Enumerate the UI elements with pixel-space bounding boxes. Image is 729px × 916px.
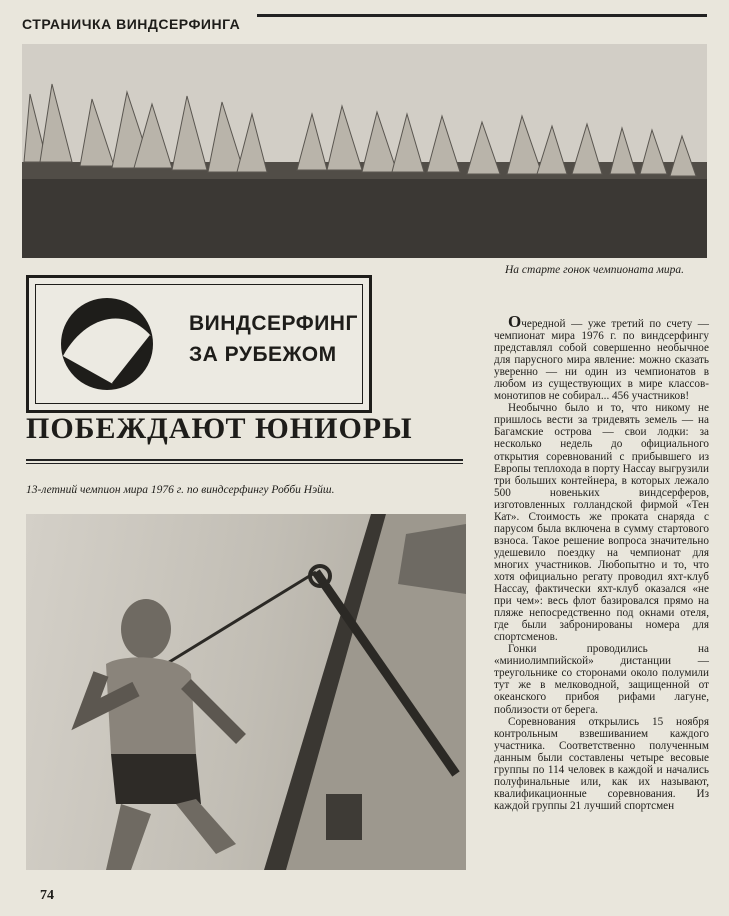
article-paragraph-2: Необычно было и то, что никому не пришлось вести за тридевять земель — на Багамские острова — свои лодки: за несколько недель до официального открытия соревнований с прибывшего из Европы теплохода в порту Нассау выгрузили три больших контейнера, в которых лежало 500 новеньких виндсерферов, изготовленных голландской фирмой «Тен Кат». Стоимость же проката снаряда с парусом была включена в сумму стартового взноса. Такое решение вопроса значительно удешевило поездку на чемпионат для многих участников. Любопытно и то, что хотя официально регату проводил яхт-клуб Нассау, фактически яхт-клуб оказался «не при чем»: весь флот базировался прямо на пляже непосредственно под окнами отеля, где были забронированы номера для спортсменов.: [494, 402, 709, 644]
top-photo-caption: На старте гонок чемпионата мира.: [505, 264, 684, 276]
article-paragraph-1: Очередной — уже третий по счету — чемпионат мира 1976 г. по виндсерфингу представлял собой совершенно необычное для парусного мира явление: можно сказать уверенно — ни один из чемпионатов в любом из существующих в мире классов-монотипов не собирал... 456 участников!: [494, 312, 709, 403]
page-number: 74: [40, 888, 54, 903]
header-rule: [257, 14, 707, 17]
article-paragraph-4: Соревнования открылись 15 ноября контрольным взвешиванием каждого участника. Соответственно полученным данным были составлены четыре весовые группы по 114 человек в каждой и начались полуфинальные или, как их называют, квалификационные соревнования. Из каждой группы 21 лучший спортсмен: [494, 715, 709, 812]
logo-line-2: ЗА РУБЕЖОМ: [189, 343, 337, 366]
article-headline: ПОБЕЖДАЮТ ЮНИОРЫ: [26, 412, 413, 445]
section-title: СТРАНИЧКА ВИНДСЕРФИНГА: [22, 16, 241, 32]
logo-line-1: ВИНДСЕРФИНГ: [189, 312, 358, 335]
article-paragraph-3: Гонки проводились на «миниолимпийской» дистанции — треугольнике со сторонами около полумили тут же в мелководной, защищенной от океанского прибоя рифами лагуне, поблизости от берега.: [494, 643, 709, 716]
regatta-start-photo: [22, 44, 707, 258]
headline-rule: [26, 459, 463, 461]
sails-illustration: [22, 44, 707, 258]
article-body: [494, 312, 709, 812]
section-logo-box: [26, 275, 372, 413]
windsurf-emblem-icon: [55, 296, 159, 392]
windsurfer-illustration: [26, 514, 466, 870]
bottom-photo-caption: 13-летний чемпион мира 1976 г. по виндсерфингу Робби Нэйш.: [26, 484, 335, 496]
drop-cap: О: [508, 312, 522, 331]
headline-rule-thin: [26, 463, 463, 464]
windsurfer-photo: [26, 514, 466, 870]
logo-text: [189, 308, 358, 370]
